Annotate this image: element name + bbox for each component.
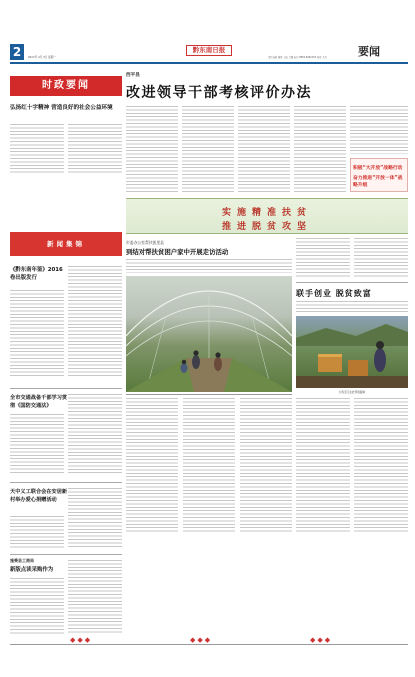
ornament-diamonds-icon: ◆◆◆: [190, 636, 213, 644]
info-line: 责任编辑 杨林 美编 吴刚 电话 0855-8262152 校对 李凡: [268, 56, 327, 59]
beekeeping-photo: [296, 316, 408, 388]
left-column: [10, 70, 122, 635]
slogan-line-2: 奋力推进“开放一体”战略升级: [353, 176, 403, 188]
article-transport-body-col2: [68, 394, 122, 474]
lead-body-col5: [350, 106, 408, 154]
divider: [10, 554, 122, 555]
lead-body-col2: [182, 106, 234, 194]
article-commerce-title: 新版点读采购作为: [10, 567, 54, 573]
masthead-logo: 黔东南日报: [186, 45, 232, 56]
article-transport-body-col1: [10, 414, 64, 474]
article-transport-title: 全市交通战备千部学习贯彻《国防交通法》: [10, 395, 68, 409]
beekeeping-caption: 村民张卫在此养殖蜜蜂: [339, 391, 365, 394]
article-yearbook-body-col2: [68, 266, 122, 378]
story-right-top-body-col2: [354, 238, 408, 278]
article-commerce-kicker: 施秉县工商局: [10, 558, 34, 563]
article-redcross-body-col1: [10, 124, 64, 174]
page-number: 2: [10, 44, 24, 60]
beekeeping-illustration: [296, 316, 408, 388]
poverty-banner: [126, 198, 408, 234]
story-entrepreneurship-body-col2: [354, 398, 408, 534]
slogan-line-1: 积极“大开放”战略行动: [353, 166, 403, 171]
bottom-rule: [10, 644, 408, 645]
poverty-banner-line-1: 实施精准扶贫: [221, 208, 312, 218]
story-right-top-body-col1: [296, 238, 350, 278]
date-line: 2017年 4月 3日 星期一: [28, 56, 56, 59]
lead-title: 改进领导干部考核评价办法: [126, 85, 312, 101]
divider: [296, 282, 408, 283]
slogan-box: [350, 158, 408, 192]
poverty-banner-line-2: 推进脱贫攻坚: [221, 222, 312, 232]
page-header: [10, 42, 408, 64]
article-commerce-body-col2: [68, 560, 122, 634]
story-visit-kicker: 市委办公室帮扶凯里县: [126, 240, 164, 245]
lead-body-col1: [126, 106, 178, 194]
story-visit-body-col3: [240, 398, 292, 534]
lead-story: [126, 70, 408, 196]
story-entrepreneurship-lede: [296, 301, 408, 313]
story-visit: [126, 238, 292, 538]
article-redcross-title: 弘扬红十字精神 营造良好的社会公益环境: [10, 105, 113, 111]
story-entrepreneurship: [296, 238, 408, 538]
lead-body-col4: [294, 106, 346, 194]
section-title: 要闻: [358, 45, 380, 58]
greenhouse-photo: [126, 276, 292, 392]
divider: [10, 482, 122, 483]
story-entrepreneurship-body-col1: [296, 398, 350, 534]
banner-news: 新闻集锦: [10, 232, 122, 256]
article-redcross-body-col2: [68, 124, 122, 174]
article-volunteer-body-col1: [10, 516, 64, 548]
story-entrepreneurship-title: 联手创业 脱贫致富: [296, 288, 372, 298]
article-commerce-body-col1: [10, 578, 64, 634]
story-visit-lede: [126, 259, 292, 273]
story-visit-title: 到结对帮扶贫困户家中开展走访活动: [126, 248, 229, 256]
article-volunteer-body-col2: [68, 488, 122, 548]
ornament-diamonds-icon: ◆◆◆: [70, 636, 93, 644]
greenhouse-caption-rule: [126, 394, 292, 395]
ornament-diamonds-icon: ◆◆◆: [310, 636, 333, 644]
story-visit-body-col2: [183, 398, 235, 534]
article-volunteer-title: 天中义工联合会在安居新村举办爱心捐赠活动: [10, 489, 68, 503]
article-yearbook-title: 《黔东南年鉴》2016卷出版发行: [10, 267, 63, 281]
lead-kicker: 西平县: [126, 73, 140, 78]
story-visit-body-col1: [126, 398, 178, 534]
lead-body-col3: [238, 106, 290, 194]
divider: [10, 388, 122, 389]
article-yearbook-body-col1: [10, 290, 64, 378]
header-rule: [10, 62, 408, 64]
greenhouse-illustration: [126, 276, 292, 392]
bottom-ornaments: [10, 636, 408, 648]
banner-politics: 时政要闻: [10, 76, 122, 96]
